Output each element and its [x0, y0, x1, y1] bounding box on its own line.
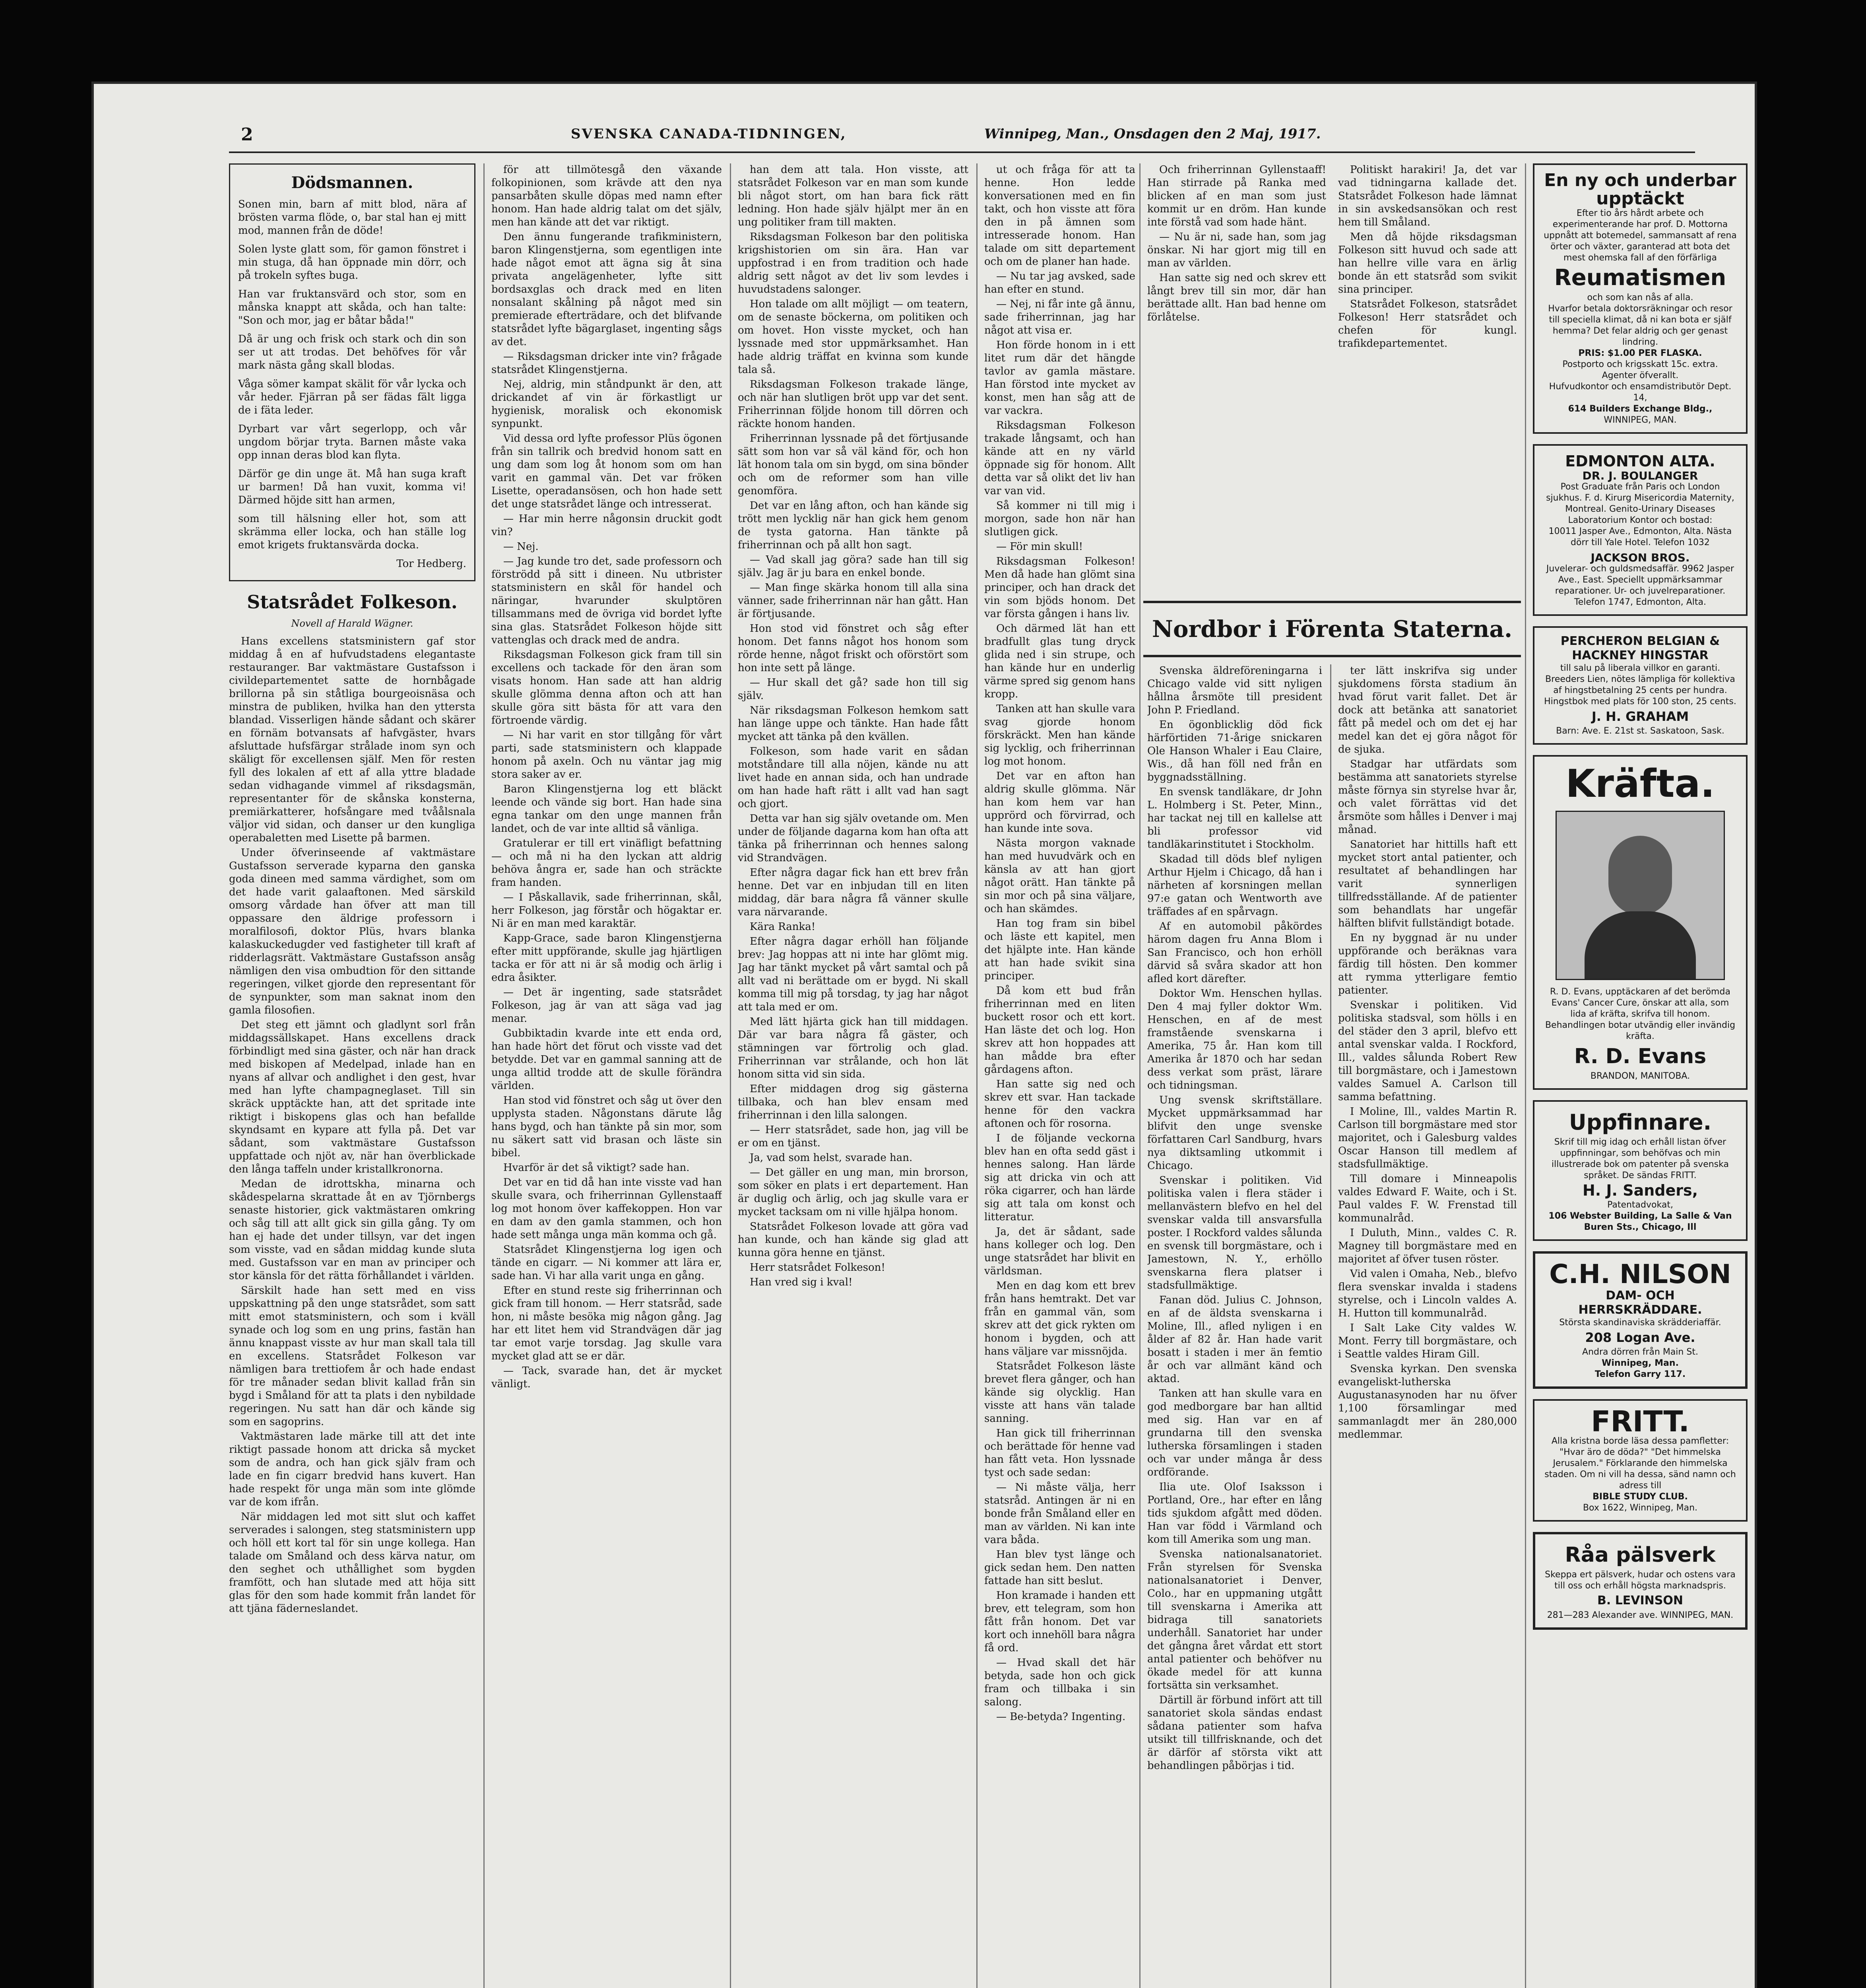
- rheum-agents: Agenter öfverallt.: [1602, 371, 1679, 381]
- fritt-org: BIBLE STUDY CLUB.: [1593, 1492, 1688, 1502]
- paragraph: En ny byggnad är nu under uppförande och beräknas vara färdig till hösten. Den kommer att rymma ytterligare femtio patienter.: [1338, 932, 1517, 996]
- page-number: 2: [241, 124, 253, 145]
- paragraph: Nej, aldrig, min ståndpunkt är den, att drickandet af vin är förkastligt ur hygienisk, moralisk och ekonomisk synpunkt.: [491, 379, 722, 430]
- column-rule: [1139, 163, 1141, 1988]
- paragraph: Hon kramade i handen ett brev, ett telegram, som hon fått från honom. Det var kort och innehöll bara några få ord.: [984, 1590, 1135, 1654]
- paragraph: Han stod vid fönstret och såg ut över den upplysta staden. Någonstans därute låg hans bygd, och han tänkte på sin mor, som nu säkert satt vid brasan och läste sin bibel.: [491, 1095, 722, 1159]
- rheum-price: PRIS: $1.00 PER FLASKA.: [1578, 348, 1702, 358]
- paragraph: Hon förde honom in i ett litet rum där det hängde tavlor av gamla mästare. Han förstod inte mycket av konst, men han såg att de var vackra.: [984, 339, 1135, 417]
- portrait-head: [1608, 836, 1672, 915]
- paragraph: — Nej.: [503, 541, 539, 553]
- column-2-text: [491, 163, 722, 1391]
- doctor-address: 10011 Jasper Ave., Edmonton, Alta. Nästa dörr till Yale Hotel. Telefon 1032: [1548, 526, 1732, 547]
- column-rule: [483, 163, 485, 1988]
- graham-address: Barn: Ave. E. 21st st. Saskatoon, Sask.: [1556, 726, 1724, 736]
- paragraph: han dem att tala. Hon visste, att statsrådet Folkeson var en man som kunde bli något stort, om han bara fick rätt ledning. Hon hade själv hjälpt mer än en ung politiker fram till makten.: [738, 164, 968, 228]
- paragraph: Efter några dagar erhöll han följande brev: Jag hoppas att ni inte har glömt mig. Jag har tänkt mycket på vårt samtal och på allt vad ni berättade om er bygd. Ni skall komma till mig på torsdag, ty jag har något att tala med er om.: [738, 936, 968, 1013]
- paragraph: I Salt Lake City valdes W. Mont. Ferry till borgmästare, och i Seattle valdes Hiram Gill.: [1338, 1322, 1517, 1360]
- paragraph: Men då höjde riksdagsman Folkeson sitt huvud och sade att han hellre ville vara en ärlig bonde än ett statsråd som svikit sina principer.: [1338, 231, 1517, 295]
- paragraph: Riksdagsman Folkeson gick fram till sin excellens och tackade för den äran som visats honom. Han sade att han aldrig skulle glömma denna afton och att han skulle göra sitt bästa för att vara den förtroende värdig.: [491, 649, 722, 726]
- paragraph: Då är ung och frisk och stark och din son ser ut att trodas. Det behöfves för vår mark nästa gång skall blodas.: [238, 333, 466, 371]
- paragraph: I Duluth, Minn., valdes C. R. Magney till borgmästare med en majoritet af öfver tusen röster.: [1338, 1227, 1517, 1265]
- paragraph: Gubbiktadin kvarde inte ett enda ord, han hade hört det förut och visste vad det betydde. Det var en gammal sanning att de unga alltid trodde att de skulle förändra världen.: [491, 1027, 722, 1092]
- rheum-title: Reumatismen: [1554, 265, 1726, 291]
- fritt-box: Box 1622, Winnipeg, Man.: [1583, 1503, 1698, 1513]
- paragraph: för att tillmötesgå den växande folkopinionen, som krävde att den nya pansarbåten skulle döpas med namn efter honom. Han hade aldrig talat om det själv, men han kände att det var riktigt.: [491, 164, 722, 228]
- paragraph: Medan de idrottskha, minarna och skådespelarna skrattade åt en av Tjörnbergs senaste historier, gick vaktmästaren omkring och såg till att allt gick sin gilla gång. Ty om han ej hade det under tillsyn, var det ingen som visste, vad en sådan middag kunde sluta med. Gustafsson var en man av principer och stor känsla för det rätta förhållandet i världen.: [229, 1178, 475, 1282]
- paragraph: Tanken att han skulle vara svag gjorde honom förskräckt. Men han kände sig lycklig, och friherrinnan log mot honom.: [984, 703, 1135, 767]
- paragraph: Vaktmästaren lade märke till att det inte riktigt passade honom att dricka så mycket som de andra, och han gick själv fram och lade en fin cigarr bredvid hans kuvert. Han hade respekt för unga män som inte glömde var de kom ifrån.: [229, 1431, 475, 1508]
- paragraph: Svenska nationalsanatoriet. Från styrelsen för Svenska nationalsanatoriet i Denver, Colo., har en uppmaning utgått till svenskarna i Amerika att bidraga till sanatoriets underhåll. Sanatoriet har under det gångna året vårdat ett stort antal patienter och behöfver nu ökade medel för att kunna fortsätta sin verksamhet.: [1147, 1548, 1322, 1691]
- upptackt-ad: [1533, 163, 1748, 434]
- paragraph: Den ännu fungerande trafikministern, baron Klingenstjerna, som egentligen inte hade något emot att ägna sig åt sina privata angelägenheter, lyfte sitt bordsaxglas och drack med en liten nonsalant skålning på något med sin premierade efterträdare, och det blifvande statsrådet lyfte bägarglaset, ingenting sågs av det.: [491, 231, 722, 348]
- evans-city: BRANDON, MANITOBA.: [1590, 1071, 1690, 1081]
- paragraph: Det var en afton han aldrig skulle glömma. När han kom hem var han upprörd och förvirrad, och han kunde inte sova.: [984, 770, 1135, 835]
- paragraph: — Riksdagsman dricker inte vin? frågade statsrådet Klingenstjerna.: [491, 351, 722, 376]
- paragraph: När riksdagsman Folkeson hemkom satt han länge uppe och tänkte. Han hade fått mycket att tänka på den kvällen.: [738, 705, 968, 743]
- newspaper-page: [91, 82, 1757, 1988]
- nilson-city: Winnipeg, Man.: [1602, 1358, 1679, 1368]
- sanders-name: H. J. Sanders,: [1582, 1182, 1698, 1199]
- paragraph: — Nu tar jag avsked, sade han efter en stund.: [984, 270, 1135, 295]
- fur-address: 281—283 Alexander ave. WINNIPEG, MAN.: [1547, 1610, 1734, 1620]
- paragraph: — I Påskallavik, sade friherrinnan, skål, herr Folkeson, jag förstår och högaktar er. Ni är en man med karaktär.: [491, 891, 722, 930]
- percheron-ad: [1533, 626, 1748, 745]
- paragraph: Tanken att han skulle vara en god medborgare bar han alltid med sig. Han var en af grundarna till den svenska lutherska församlingen i staden och var under många år dess ordförande.: [1147, 1388, 1322, 1478]
- graham-name: J. H. GRAHAM: [1591, 709, 1689, 724]
- paragraph: Hans excellens statsministern gaf stor middag å en af hufvudstadens elegantaste restauranger. Bar vaktmästare Gustafsson i civildepartementet satte de hornbågade brillorna på sin ståtliga bourgeoisnäsa och minstra de publiken, hvilka han den yttersta blandad. Visserligen hände sådant och skärer en förnäm botvansats af hafvgäster, hvars afsluttade hufsfärgar strålade inom syn och skäligt för excellensen själf. Men för resten fyll des lokalen af ett af alla yttre bladade sedan vidhagande vimmel af riksdagsmän, representanter för de skånska konsterna, premiärkatterer, hofsångare med tvåålsnala väljor vid sidan, och danser ur den kungliga operabaletten med Lisette på barmen.: [229, 635, 475, 844]
- paragraph: Ung svensk skriftställare. Mycket uppmärksammad har blifvit den unge svenske författaren Carl Sandburg, hvars nya diktsamling utkommit i Chicago.: [1147, 1094, 1322, 1172]
- nilson-name: C.H. NILSON: [1549, 1259, 1731, 1289]
- paragraph: — För min skull!: [996, 541, 1083, 553]
- fritt-ad: [1533, 1399, 1748, 1522]
- paragraph: Efter några dagar fick han ett brev från henne. Det var en inbjudan till en liten middag, där bara några få vänner skulle vara närvarande.: [738, 867, 968, 918]
- paragraph: Efter middagen drog sig gästerna tillbaka, och han blev ensam med friherrinnan i den lilla salongen.: [738, 1083, 968, 1121]
- ads-column: [1533, 163, 1748, 1988]
- paragraph: Hon talade om allt möjligt — om teatern, om de senaste böckerna, om politiken och om hovet. Hon visste mycket, och han lyssnade med stor uppmärksamhet. Han hade aldrig träffat en kvinna som kunde tala så.: [738, 298, 968, 376]
- column-rule: [976, 163, 978, 1988]
- paragraph: Riksdagsman Folkeson bar den politiska krigshistorien om sin ära. Han var uppfostrad i en from tradition och hade aldrig sett något av det liv som levdes i huvudstadens salonger.: [738, 231, 968, 295]
- paragraph: — Herr statsrådet, sade hon, jag vill be er om en tjänst.: [738, 1124, 968, 1149]
- poem-title: Dödsmannen.: [291, 173, 413, 192]
- paragraph: Därtill är förbund infört att till sanatoriet skola sändas endast sådana patienter som hafva utsikt till tillfrisknande, och det är därför af största vikt att behandlingen påbörjas i tid.: [1147, 1694, 1322, 1772]
- paragraph: Statsrådet Folkeson läste brevet flera gånger, och han kände sig olycklig. Han visste att hans vän talade sanning.: [984, 1360, 1135, 1425]
- story-byline: Novell af Harald Wägner.: [291, 618, 413, 629]
- date-line: Winnipeg, Man., Onsdagen den 2 Maj, 1917.: [984, 126, 1321, 142]
- column-3: [738, 163, 968, 1988]
- paragraph: Ilia ute. Olof Isaksson i Portland, Ore., har efter en lång tids sjukdom afgått med döden. Han var född i Värmland och kom till Amerika som ung man.: [1147, 1481, 1322, 1545]
- paragraph: Han var fruktansvärd och stor, som en månska knappt att skåda, och han talte: "Son och mor, jag er båtar båda!": [238, 288, 466, 326]
- poem-author: Tor Hedberg.: [396, 558, 466, 570]
- paragraph: Doktor Wm. Henschen hyllas. Den 4 maj fyller doktor Wm. Henschen, en af de mest framstående svenskarna i Amerika, 75 år. Han kom till Amerika år 1870 och har sedan dess verkat som präst, lärare och tidningsman.: [1147, 988, 1322, 1091]
- paragraph: Under öfverinseende af vaktmästare Gustafsson serverade kyparna den ganska goda dineen med samma värdighet, som om det hade varit galaaftonen. Med särskild omsorg vårdade han öfver att man till oppassare den äldrige professorn i moralfilosofi, doktor Plüs, hvars blanka kalaskuckedugder ved fastigheter till kraft af ridderlagsrätt. Vaktmästare Gustafsson ansåg nämligen den visa ombudtion för den sittande regeringen, vilket gjorde den representant för de synpunkter, som man saknat inom den gamla filosofien.: [229, 847, 475, 1016]
- column-4-text: [984, 163, 1135, 1724]
- fur-text: Skeppa ert pälsverk, hudar och ostens vara till oss och erhåll högsta marknadspris.: [1545, 1570, 1736, 1591]
- paragraph: Hon stod vid fönstret och såg efter honom. Det fanns något hos honom som rörde henne, något friskt och oförstört som hon inte sett på länge.: [738, 623, 968, 674]
- paragraph: Han blev tyst länge och gick sedan hem. Den natten fattade han sitt beslut.: [984, 1549, 1135, 1587]
- paragraph: Han vred sig i kval!: [750, 1276, 853, 1288]
- poem-box: [229, 163, 475, 581]
- paragraph: Vid dessa ord lyfte professor Plüs ögonen från sin tallrik och bredvid honom satt en ung dam som log åt honom som om han varit en gammal vän. Det var fröken Lisette, operadansösen, och hon hade sett det unge statsrådet länge och intresserat.: [491, 433, 722, 510]
- paragraph: Gratulerar er till ert vinäfligt befattning — och må ni ha den lyckan att aldrig behöva ångra er, sade han och sträckte fram handen.: [491, 837, 722, 889]
- sanders-address: 106 Webster Building, La Salle & Van Buren Sts., Chicago, Ill: [1548, 1211, 1732, 1232]
- paragraph: Sanatoriet har hittills haft ett mycket stort antal patienter, och resultatet af behandlingen har varit synnerligen tillfredsställande. Af de patienter som behandlats har ungefär hälften blifvit fullständigt botade.: [1338, 839, 1517, 929]
- paragraph: Dyrbart var vårt segerlopp, och vår ungdom börjar tryta. Barnen måste vaka opp innan deras blod kan flyta.: [238, 423, 466, 461]
- poem-stanzas: [238, 198, 466, 552]
- paragraph: — Har min herre någonsin druckit godt vin?: [491, 513, 722, 538]
- rheum-city: WINNIPEG, MAN.: [1604, 415, 1677, 425]
- paragraph: När middagen led mot sitt slut och kaffet serverades i salongen, steg statsministern upp och höll ett kort tal för sin unge kollega. Han talade om Småland och dess kärva natur, om den seghet och uthållighet som bygden framfött, och han slutade med att höja sitt glas för den som hade kommit från landet för att tjäna fäderneslandet.: [229, 1511, 475, 1615]
- doctor-name: DR. J. BOULANGER: [1582, 469, 1698, 482]
- paragraph: ter lätt inskrifva sig under sjukdomens första stadium än hvad förut varit fallet. Det är dock att betänka att sanatoriet fått på medel och om det ej har medel kan det ej göra något för de sjuka.: [1338, 665, 1517, 755]
- paragraph: — Tack, svarade han, det är mycket vänligt.: [491, 1365, 722, 1390]
- masthead-rule: [229, 151, 1695, 153]
- paragraph: Statsrådet Klingenstjerna log igen och tände en cigarr. — Ni kommer att lära er, sade han. Vi har alla varit unga en gång.: [491, 1244, 722, 1282]
- paragraph: Särskilt hade han sett med en viss uppskattning på den unge statsrådet, som satt mitt emot statsministern, och som i kväll synade och log som en ung prins, fastän han ännu knappast visste av hur man skall tala till en excellens. Statsrådet Folkeson var nämligen bara trettiofem år och hade endast för tre månader sedan blivit kallad från sin bygd i Småland för att ta plats i den nybildade regeringen. Nu satt han där och kände sig som en sagoprins.: [229, 1285, 475, 1428]
- fritt-text: Alla kristna borde läsa dessa pamfletter: "Hvar äro de döda?" "Det himmelska Jerusalem." Förklarande den himmelska staden. Om ni vill ha dessa, sänd namn och adress till: [1544, 1436, 1736, 1491]
- paragraph: Det steg ett jämnt och gladlynt sorl från middagssällskapet. Hans excellens drack förbindligt med sina gäster, och när han drack med biskopen af Medelpad, inlade han en nyans af allvar och andlighet i den gest, hvar med han lyfte champagneglaset. Till sin skräck upptäckte han, att det spritade inte riktigt i biskopens glas och han befallde skyndsamt en kypare att fylla på. Det var sådant, som vaktmästare Gustafsson uppfattade och njöt av, när han överblickade den långa taffeln under kristallkronorna.: [229, 1019, 475, 1175]
- paragraph: Friherrinnan lyssnade på det förtjusande sätt som hon var så väl känd för, och hon lät honom tala om sin bygd, om sina bönder och om de reformer som han ville genomföra.: [738, 433, 968, 497]
- paragraph: Fanan död. Julius C. Johnson, en af de äldsta svenskarna i Moline, Ill., afled nyligen i en ålder af 82 år. Han hade varit bosatt i staden i mer än femtio år och var allmänt känd och aktad.: [1147, 1294, 1322, 1385]
- column-rule: [730, 163, 731, 1988]
- paragraph: Baron Klingenstjerna log ett bläckt leende och vände sig bort. Han hade sina egna tankar om den unge mannen från landet, och de var inte alltid så vänliga.: [491, 783, 722, 835]
- paragraph: Svenskar i politiken. Vid politiska stadsval, som hölls i en del städer den 3 april, blefvo ett antal svenskar valda. I Rockford, Ill., valdes sålunda Robert Rew till borgmästare, och i Jamestown valdes Samuel A. Carlson till samma befattning.: [1338, 999, 1517, 1103]
- paragraph: Riksdagsman Folkeson! Men då hade han glömt sina principer, och han drack det vin som bjöds honom. Det var första gången i hans liv.: [984, 555, 1135, 620]
- rheum-address: 614 Builders Exchange Bldg.,: [1568, 404, 1713, 414]
- edmonton-ad: [1533, 444, 1748, 616]
- nilson-text: Största skandinaviska skrädderiaffär.: [1559, 1318, 1721, 1328]
- paragraph: Kära Ranka!: [750, 921, 816, 933]
- paragraph: — Vad skall jag göra? sade han till sig själv. Jag är ju bara en enkel bonde.: [738, 554, 968, 579]
- paragraph: Folkeson, som hade varit en sådan motståndare till alla nöjen, kände nu att livet hade en annan sida, och han undrade om han hade haft rätt i allt vad han sagt och gjort.: [738, 746, 968, 810]
- paragraph: Efter en stund reste sig friherrinnan och gick fram till honom. — Herr statsråd, sade hon, ni måste besöka mig någon gång. Jag har ett litet hem vid Strandvägen där jag tar emot varje torsdag. Jag skulle vara mycket glad att se er där.: [491, 1285, 722, 1362]
- paragraph: — Be-betyda? Ingenting.: [996, 1711, 1126, 1723]
- paragraph: Statsrådet Folkeson lovade att göra vad han kunde, och han kände sig glad att kunna göra henne en tjänst.: [738, 1221, 968, 1259]
- jackson-text: Juvelerar- och guldsmedsaffär. 9962 Jasper Ave., East. Speciellt uppmärksammar reparationer. Ur- och juvelreparationer.: [1546, 564, 1734, 596]
- nilson-trade: DAM- OCH HERRSKRÄDDARE.: [1578, 1289, 1702, 1317]
- nilson-phone: Telefon Garry 117.: [1594, 1369, 1686, 1379]
- krafta-ad: [1533, 755, 1748, 1090]
- paragraph: — Det är ingenting, sade statsrådet Folkeson, jag är van att säga vad jag menar.: [491, 986, 722, 1025]
- paragraph: En svensk tandläkare, dr John L. Holmberg i St. Peter, Minn., har tackat nej till en kallelse att bli professor vid tandläkarinstitutet i Stockholm.: [1147, 786, 1322, 850]
- paragraph: Därför ge din unge ät. Må han suga kraft ur barmen! Då han vuxit, komma vi! Därmed höjde sitt han armen,: [238, 468, 466, 506]
- rheum-postage: Postporto och krigsskatt 15c. extra.: [1562, 359, 1718, 369]
- portrait-body: [1585, 911, 1696, 979]
- column-5-top: [1147, 163, 1517, 593]
- paragraph: Svenskar i politiken. Vid politiska valen i flera städer i mellanvästern blefvo en hel del svenskar valda till ansvarsfulla poster. I Rockford valdes sålunda en svensk till borgmästare, och i Jamestown, N. Y., erhöllo svenskarna flera platser i stadsfullmäktige.: [1147, 1175, 1322, 1291]
- paragraph: — Hvad skall det här betyda, sade hon och gick fram och tillbaka i sin salong.: [984, 1657, 1135, 1708]
- uppfinnare-title: Uppfinnare.: [1569, 1110, 1712, 1135]
- evans-portrait: [1556, 811, 1725, 980]
- paragraph: Kapp-Grace, sade baron Klingenstjerna efter mitt uppförande, skulle jag hjärtligen tacka er för att ni är så modig och ärlig i edra åsikter.: [491, 932, 722, 984]
- uppfinnare-ad: [1533, 1100, 1748, 1241]
- percheron-head: PERCHERON BELGIAN & HACKNEY HINGSTAR: [1560, 634, 1720, 662]
- paragraph: Han gick till friherrinnan och berättade för henne vad han fått veta. Hon lyssnade tyst och sade sedan:: [984, 1427, 1135, 1479]
- paragraph: — Man finge skärka honom till alla sina vänner, sade friherrinnan när han gått. Han är förtjusande.: [738, 582, 968, 620]
- paragraph: I Moline, Ill., valdes Martin R. Carlson till borgmästare med stor majoritet, och i Galesburg valdes Oscar Hanson till medlem af stadsfullmäktige.: [1338, 1106, 1517, 1170]
- paragraph: Hvarför är det så viktigt? sade han.: [503, 1162, 690, 1174]
- paragraph: Stadgar har utfärdats som bestämma att sanatoriets styrelse måste förnya sin styrelse hvar år, och valet förrättas vid det årsmöte som hålles i Denver i maj månad.: [1338, 758, 1517, 836]
- column-4: [984, 163, 1135, 1988]
- edmonton-head: EDMONTON ALTA.: [1565, 452, 1715, 470]
- column-rule: [1330, 664, 1331, 1988]
- column-rule: [1525, 163, 1526, 1988]
- nilson-near: Andra dörren från Main St.: [1582, 1347, 1698, 1357]
- uppfinnare-text: Skrif till mig idag och erhåll listan öfver uppfinningar, som behöfvas och min illustrerade bok om patenter på svenska språket. De sändas FRITT.: [1552, 1137, 1729, 1180]
- paragraph: Med lätt hjärta gick han till middagen. Där var bara några få gäster, och stämningen var förtrolig och glad. Friherrinnan var strålande, och hon lät honom sitta vid sin sida.: [738, 1016, 968, 1080]
- paragraph: Det var en lång afton, och han kände sig trött men lycklig när han gick hem genom de tysta gatorna. Han tänkte på friherrinnan och på allt hon sagt.: [738, 500, 968, 551]
- paragraph: Politiskt harakiri! Ja, det var vad tidningarna kallade det. Statsrådet Folkeson hade lämnat in sin avskedsansökan och rest hem till Småland.: [1338, 164, 1517, 228]
- fur-name: B. LEVINSON: [1597, 1594, 1684, 1607]
- paragraph: Skadad till döds blef nyligen Arthur Hjelm i Chicago, då han i närheten af korsningen mellan 97:e gatan och Wentworth ave träffades af en spårvagn.: [1147, 853, 1322, 918]
- krafta-caption: R. D. Evans, upptäckaren af det berömda Evans' Cancer Cure, önskar att alla, som lida af kräfta, skrifva till honom. Behandlingen botar utvändig eller invändig kräfta.: [1545, 987, 1736, 1041]
- paragraph: — Jag kunde tro det, sade professorn och förströdd på sitt i dineen. Nu utbrister statsministern en skål för handel och näringar, hvarunder skulptören tillsammans med de övriga vid bordet lyfte sina glas. Statsrådet Folkeson höjde sitt vattenglas och drack med de andra.: [491, 555, 722, 646]
- paragraph: Riksdagsman Folkeson trakade långsamt, och han kände att en ny värld öppnade sig för honom. Allt detta var så olikt det liv han var van vid.: [984, 419, 1135, 497]
- paragraph: Då kom ett bud från friherrinnan med en liten buckett rosor och ett kort. Han läste det och log. Hon skrev att hon hoppades att han mådde bra efter gårdagens afton.: [984, 985, 1135, 1076]
- paragraph: Han satte sig ned och skrev ett långt brev till sin mor, där han berättade allt. Han bad henne om förlåtelse.: [1147, 272, 1326, 323]
- paragraph: Och därmed lät han ett bradfullt glas tung dryck glida ned i sin strupe, och han kände hur en underlig värme spred sig genom hans kropp.: [984, 623, 1135, 700]
- paragraph: Vid valen i Omaha, Neb., blefvo flera svenskar invalda i stadens styrelse, och i Lincoln valdes A. H. Hutton till kommunalråd.: [1338, 1268, 1517, 1319]
- paragraph: som till hälsning eller hot, som att skrämma eller locka, och han ställe log emot krigets fruktansvärda docka.: [238, 513, 466, 551]
- paragraph: Statsrådet Folkeson, statsrådet Folkeson! Herr statsrådet och chefen för kungl. trafikdepartementet.: [1338, 298, 1517, 349]
- paragraph: Sonen min, barn af mitt blod, nära af brösten varma flöde, o, bar stal han ej mitt mod, mannen från de döde!: [238, 198, 466, 237]
- paragraph: — Nej, ni får inte gå ännu, sade friherrinnan, jag har något att visa er.: [984, 298, 1135, 336]
- rheum-office: Hufvudkontor och ensamdistributör Dept. 14,: [1549, 382, 1732, 403]
- masthead: [94, 116, 1755, 151]
- paragraph: Detta var han sig själv ovetande om. Men under de följande dagarna kom han ofta att tänka på friherrinnan och hennes salong vid Strandvägen.: [738, 813, 968, 864]
- paragraph: — Ni har varit en stor tillgång för vårt parti, sade statsministern och klappade honom på axeln. Och nu väntar jag mig stora saker av er.: [491, 729, 722, 780]
- paragraph: Ja, det är sådant, sade hans kolleger och log. Den unge statsrådet har blivit en världsman.: [984, 1226, 1135, 1277]
- paragraph: Men en dag kom ett brev från hans hemtrakt. Det var från en gammal vän, som skrev att det gick rykten om honom i bygden, och att hans väljare var missnöjda.: [984, 1280, 1135, 1357]
- paragraph: Till domare i Minneapolis valdes Edward F. Waite, och i St. Paul valdes F. W. Frenstad till kommunalråd.: [1338, 1173, 1517, 1224]
- news-left-text: [1147, 664, 1322, 1773]
- paragraph: Solen lyste glatt som, för gamon fönstret i min stuga, då han öppnade min dörr, och på trokeln syftes buga.: [238, 243, 466, 282]
- paragraph: Han tog fram sin bibel och läste ett kapitel, men det hjälpte inte. Han kände att han hade svikit sina principer.: [984, 918, 1135, 982]
- section-title-nordbor: Nordbor i Förenta Staterna.: [1143, 601, 1521, 657]
- column-3-text: [738, 163, 968, 1289]
- story-title: Statsrådet Folkeson.: [247, 591, 458, 613]
- news-column-right: [1338, 664, 1517, 1988]
- paragraph: — Hur skall det gå? sade hon till sig själv.: [738, 677, 968, 702]
- column-2: [491, 163, 722, 1988]
- paragraph: Ja, vad som helst, svarade han.: [750, 1152, 913, 1164]
- rheum-sub: och som kan nås af alla.: [1587, 293, 1693, 303]
- paper-name: SVENSKA CANADA-TIDNINGEN,: [571, 126, 847, 142]
- column-5-top-text: [1147, 163, 1517, 350]
- nilson-address: 208 Logan Ave.: [1585, 1330, 1695, 1345]
- evans-name: R. D. Evans: [1574, 1044, 1707, 1068]
- paragraph: Herr statsrådet Folkeson!: [750, 1262, 885, 1274]
- jackson-phone: Telefon 1747, Edmonton, Alta.: [1574, 597, 1706, 607]
- paragraph: Af en automobil påkördes härom dagen fru Anna Blom i San Francisco, och hon erhöll därvid så svåra skador att hon afled kort därefter.: [1147, 920, 1322, 985]
- paragraph: I de följande veckorna blev han en ofta sedd gäst i hennes salong. Han lärde sig att dricka vin och att röka cigarrer, och han lärde sig att tala om konst och litteratur.: [984, 1132, 1135, 1223]
- story-text: [229, 635, 475, 1615]
- paragraph: Svenska äldreföreningarna i Chicago valde vid sitt nyligen hållna årsmöte till president John P. Friedland.: [1147, 665, 1322, 716]
- rheum-text: Hvarfor betala doktorsräkningar och resor till speciella klimat, då ni kan bota er själf hemma? Det felar aldrig och ger genast lindring.: [1548, 304, 1732, 347]
- column-1: [229, 163, 475, 1988]
- paragraph: Våga sömer kampat skälit för vår lycka och vår heder. Fjärran på ser fädas fält ligga de i fäta leder.: [238, 378, 466, 416]
- nilson-ad: [1533, 1251, 1748, 1389]
- upptackt-title: En ny och underbar upptäckt: [1544, 170, 1736, 209]
- jackson-name: JACKSON BROS.: [1591, 551, 1690, 564]
- paragraph: Och friherrinnan Gyllenstaaff! Han stirrade på Ranka med blicken af en man som just kommit ur en dröm. Han kunde inte förstå vad som hade hänt.: [1147, 164, 1326, 228]
- paragraph: — Ni måste välja, herr statsråd. Antingen är ni en bonde från Småland eller en man av världen. Ni kan inte vara båda.: [984, 1481, 1135, 1546]
- fur-title: Råa pälsverk: [1565, 1543, 1716, 1567]
- paragraph: En ögonblicklig död fick härförtiden 71-årige snickaren Ole Hanson Whaler i Eau Claire, Wis., då han föll ned från en byggnadsställning.: [1147, 719, 1322, 783]
- paragraph: Riksdagsman Folkeson trakade länge, och när han slutligen bröt upp var det sent. Friherrinnan följde honom till dörren och räckte honom handen.: [738, 379, 968, 430]
- paragraph: — Nu är ni, sade han, som jag önskar. Ni har gjort mig till en man av världen.: [1147, 231, 1326, 269]
- fritt-title: FRITT.: [1591, 1405, 1689, 1438]
- paragraph: Svenska kyrkan. Den svenska evangeliskt-lutherska Augustanasynoden har nu öfver 1,100 församlingar med sammanlagdt mer än 280,000 medlemmar.: [1338, 1363, 1517, 1441]
- paragraph: Nästa morgon vaknade han med huvudvärk och en känsla av att han gjort något orätt. Han tänkte på sin mor och på sina väljare, och han skämdes.: [984, 837, 1135, 915]
- fur-ad: [1533, 1532, 1748, 1630]
- news-column-left: [1147, 664, 1322, 1988]
- paragraph: ut och fråga för att ta henne. Hon ledde konversationen med en fin takt, och hon visste att föra den in på ämnen som intresserade honom. Han talade om sitt departement och om de planer han hade.: [984, 164, 1135, 268]
- doctor-text: Post Graduate från Paris och London sjukhus. F. d. Kirurg Misericordia Maternity, Montreal. Genito-Urinary Diseases Laboratorium Kontor och bostad:: [1546, 482, 1734, 525]
- sanders-role: Patentadvokat,: [1607, 1200, 1673, 1210]
- krafta-title: Kräfta.: [1565, 761, 1715, 806]
- paragraph: — Det gäller en ung man, min brorson, som söker en plats i ert departement. Han är duglig och ärlig, och jag skulle vara er mycket tacksam om ni ville hjälpa honom.: [738, 1167, 968, 1218]
- upptackt-text: Efter tio års hårdt arbete och experimenterande har prof. D. Mottorna uppnått att botemedel, sammansatt af rena örter och växter, garanterad att bota det mest ohemska fall af den förfärliga: [1544, 208, 1737, 263]
- paragraph: Han satte sig ned och skrev ett svar. Han tackade henne för den vackra aftonen och för rosorna.: [984, 1078, 1135, 1130]
- news-right-text: [1338, 664, 1517, 1441]
- paragraph: Så kommer ni till mig i morgon, sade hon när han slutligen gick.: [984, 500, 1135, 538]
- paragraph: Det var en tid då han inte visste vad han skulle svara, och friherrinnan Gyllenstaaff log mot honom över kaffekoppen. Hon var en dam av den gamla stammen, och hon hade sett många unga män komma och gå.: [491, 1176, 722, 1241]
- percheron-text: till salu på liberala villkor en garanti. Breeders Lien, nötes lämpliga för kollektiva af hingstbetalning 25 cents per hundra. Hingstbok med plats för 100 ston, 25 cents.: [1544, 663, 1736, 707]
